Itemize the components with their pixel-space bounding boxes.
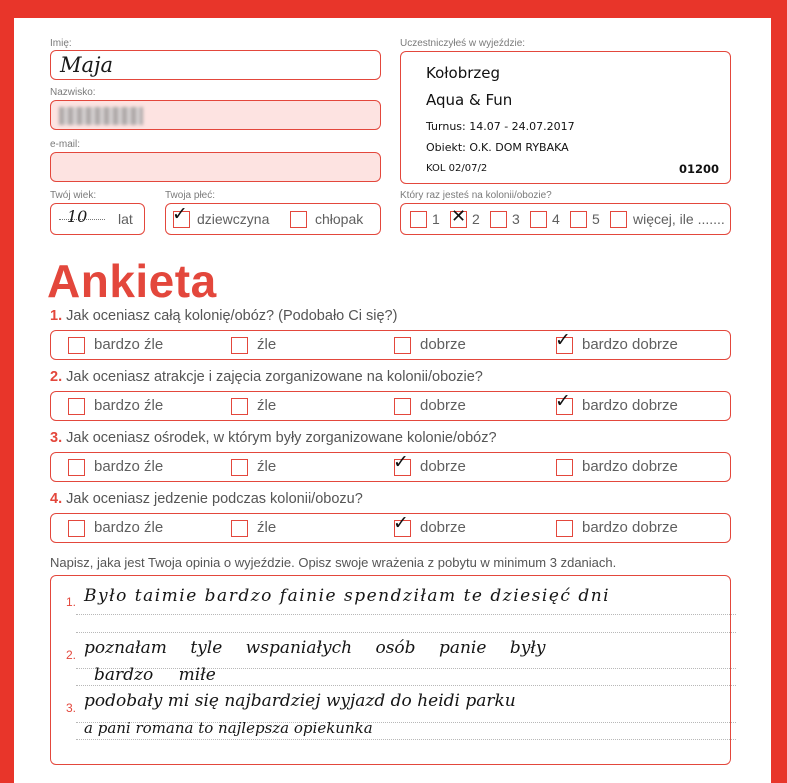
q3-checkbox-bardzo-zle[interactable] <box>68 459 85 476</box>
checkbox-raz-3[interactable] <box>490 211 507 228</box>
imie-label: Imię: <box>50 38 72 49</box>
wyjazd-obiekt: Obiekt: O.K. DOM RYBAKA <box>426 141 569 154</box>
q3-checkbox-dobrze[interactable] <box>393 451 411 476</box>
checkbox-raz-1[interactable] <box>410 211 427 228</box>
question-2 <box>50 369 483 385</box>
q1-checkbox-bardzo-dobrze[interactable] <box>555 329 573 354</box>
opinion-line-2-text-cont: bardzo miłe <box>94 665 216 685</box>
question-2-number: 2. <box>50 369 63 385</box>
q2-checkbox-bardzo-dobrze[interactable] <box>555 390 573 415</box>
q2-option-bardzo-zle: bardzo źle <box>94 397 164 414</box>
nazwisko-field[interactable] <box>50 100 381 130</box>
ktory-raz-field <box>400 203 731 235</box>
question-1-answers <box>50 330 731 360</box>
check-icon: ✓ <box>172 203 188 225</box>
q1-checkbox-zle[interactable] <box>231 337 248 354</box>
wyjazd-turnus: Turnus: 14.07 - 24.07.2017 <box>426 120 575 133</box>
raz-option-3: 3 <box>512 211 520 227</box>
q4-checkbox-zle[interactable] <box>231 520 248 537</box>
uczestnik-label: Uczestniczyłeś w wyjeździe: <box>400 38 526 49</box>
q3-option-zle: źle <box>257 458 277 475</box>
q4-option-bardzo-dobrze: bardzo dobrze <box>582 519 678 536</box>
wiek-label: Twój wiek: <box>50 190 97 201</box>
q2-option-dobrze: dobrze <box>420 397 466 414</box>
email-field[interactable] <box>50 152 381 182</box>
wyjazd-kod: KOL 02/07/2 <box>426 163 488 174</box>
q4-option-bardzo-zle: bardzo źle <box>94 519 164 536</box>
check-icon: ✓ <box>555 329 571 351</box>
checkbox-raz-2[interactable] <box>450 206 467 228</box>
q3-checkbox-zle[interactable] <box>231 459 248 476</box>
wyjazd-numer: 01200 <box>679 162 720 176</box>
wyjazd-miejsce: Kołobrzeg <box>426 64 501 82</box>
question-1-text: Jak oceniasz całą kolonię/obóz? (Podobało Ci się?) <box>66 308 398 324</box>
question-4-number: 4. <box>50 491 63 507</box>
q4-checkbox-bardzo-zle[interactable] <box>68 520 85 537</box>
nazwisko-label: Nazwisko: <box>50 87 96 98</box>
q2-option-zle: źle <box>257 397 277 414</box>
check-icon: ✓ <box>393 451 409 473</box>
raz-option-5: 5 <box>592 211 600 227</box>
q2-checkbox-bardzo-zle[interactable] <box>68 398 85 415</box>
x-mark-icon: ✕ <box>451 206 467 227</box>
question-2-answers <box>50 391 731 421</box>
plec-field <box>165 203 381 235</box>
imie-field[interactable] <box>50 50 381 80</box>
question-1 <box>50 308 397 324</box>
checkbox-chlopak[interactable] <box>290 211 307 228</box>
q1-option-zle: źle <box>257 336 277 353</box>
q1-option-bardzo-zle: bardzo źle <box>94 336 164 353</box>
q2-checkbox-zle[interactable] <box>231 398 248 415</box>
opinion-line-3-text-cont: a pani romana to najlepsza opiekunka <box>84 719 373 737</box>
q1-option-dobrze: dobrze <box>420 336 466 353</box>
raz-option-wiecej: więcej, ile ....... <box>633 211 725 227</box>
page-title: Ankieta <box>47 255 217 307</box>
question-2-text: Jak oceniasz atrakcje i zajęcia zorganizowane na kolonii/obozie? <box>66 369 483 385</box>
plec-label: Twoja płeć: <box>165 190 216 201</box>
question-4-answers <box>50 513 731 543</box>
plec-option-chlopak: chłopak <box>315 211 364 227</box>
question-4-text: Jak oceniasz jedzenie podczas kolonii/obozu? <box>66 491 363 507</box>
wyjazd-info-box <box>400 51 731 184</box>
q4-option-zle: źle <box>257 519 277 536</box>
question-3 <box>50 430 497 446</box>
checkbox-raz-wiecej[interactable] <box>610 211 627 228</box>
question-1-number: 1. <box>50 308 63 324</box>
email-label: e-mail: <box>50 139 81 150</box>
q2-checkbox-dobrze[interactable] <box>394 398 411 415</box>
checkbox-raz-4[interactable] <box>530 211 547 228</box>
raz-option-4: 4 <box>552 211 560 227</box>
survey-sheet <box>14 18 771 783</box>
opinion-line-3-text: podobały mi się najbardziej wyjazd do heidi parku <box>84 691 516 711</box>
q4-checkbox-dobrze[interactable] <box>393 512 411 537</box>
q3-checkbox-bardzo-dobrze[interactable] <box>556 459 573 476</box>
q2-option-bardzo-dobrze: bardzo dobrze <box>582 397 678 414</box>
opinion-prompt: Napisz, jaka jest Twoja opinia o wyjeździe. Opisz swoje wrażenia z pobytu w minimum 3 zdaniach. <box>50 555 617 570</box>
wiek-unit: lat <box>118 211 133 227</box>
q4-checkbox-bardzo-dobrze[interactable] <box>556 520 573 537</box>
opinion-line-2-number: 2. <box>66 648 77 662</box>
wyjazd-nazwa: Aqua & Fun <box>426 91 513 109</box>
q1-checkbox-dobrze[interactable] <box>394 337 411 354</box>
raz-option-2: 2 <box>472 211 480 227</box>
redacted-surname <box>59 107 143 125</box>
plec-option-dziewczyna: dziewczyna <box>197 211 270 227</box>
q1-checkbox-bardzo-zle[interactable] <box>68 337 85 354</box>
question-4 <box>50 491 363 507</box>
opinion-line-1-number: 1. <box>66 595 77 609</box>
question-3-number: 3. <box>50 430 63 446</box>
imie-value: Maja <box>60 53 114 77</box>
question-3-answers <box>50 452 731 482</box>
q1-option-bardzo-dobrze: bardzo dobrze <box>582 336 678 353</box>
question-3-text: Jak oceniasz ośrodek, w którym były zorganizowane kolonie/obóz? <box>66 430 497 446</box>
q4-option-dobrze: dobrze <box>420 519 466 536</box>
raz-option-1: 1 <box>432 211 440 227</box>
checkbox-raz-5[interactable] <box>570 211 587 228</box>
opinion-line-3-number: 3. <box>66 701 77 715</box>
opinion-line-1-text: Było taimie bardzo fainie spendziłam te dziesięć dni <box>84 586 611 606</box>
q3-option-dobrze: dobrze <box>420 458 466 475</box>
check-icon: ✓ <box>555 390 571 412</box>
wiek-value: 10 <box>67 207 88 226</box>
wiek-field[interactable] <box>50 203 145 235</box>
q3-option-bardzo-dobrze: bardzo dobrze <box>582 458 678 475</box>
q3-option-bardzo-zle: bardzo źle <box>94 458 164 475</box>
checkbox-dziewczyna[interactable] <box>172 203 190 228</box>
ktory-raz-label: Który raz jesteś na kolonii/obozie? <box>400 190 552 201</box>
opinion-line-2-text: poznałam tyle wspaniałych osób panie były <box>84 638 546 658</box>
check-icon: ✓ <box>393 512 409 534</box>
